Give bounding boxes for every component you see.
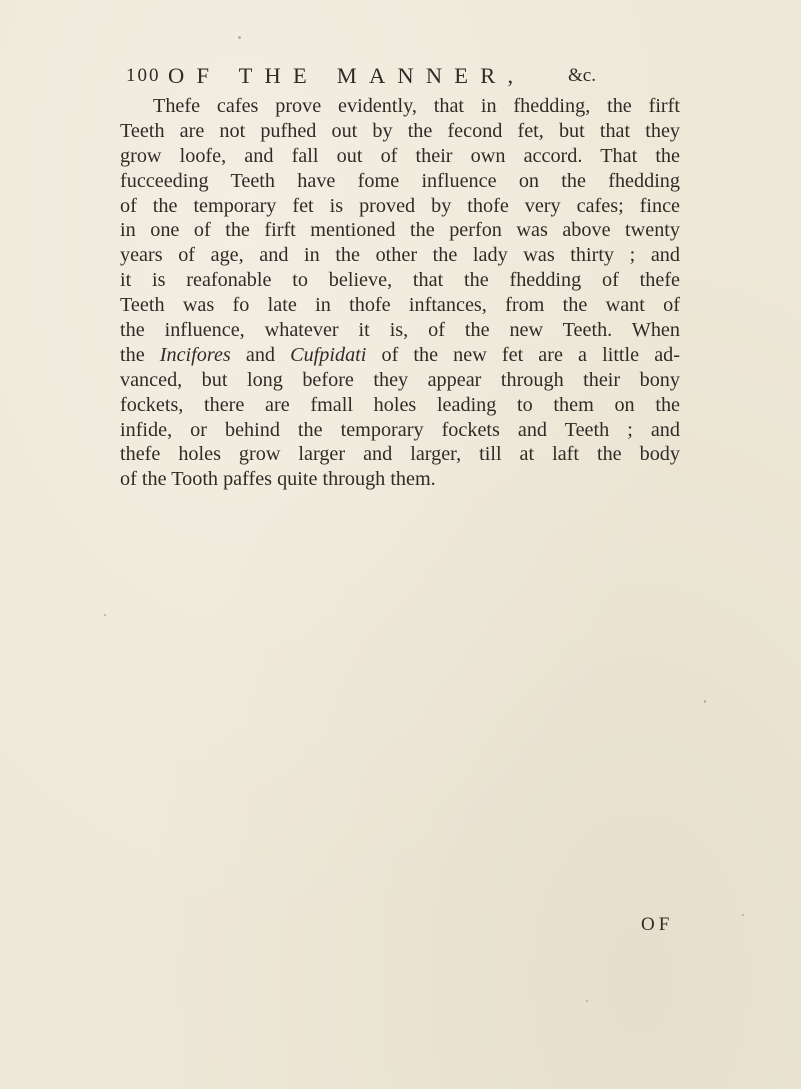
paper-speck [238,36,241,39]
italic-term-incifores: Incifores [159,343,231,366]
text-fragment: and [230,343,291,366]
text-line: of the temporary fet is proved by thofe very cafes; fince [120,194,680,217]
paper-speck [742,914,744,916]
text-line: Teeth was fo late in thofe inftances, from the want of [120,294,680,317]
text-line: of the Tooth paffes quite through them. [120,468,436,491]
text-line: the influence, whatever it is, of the new Teeth. When [120,319,680,342]
text-line: fockets, there are fmall holes leading to them on the [120,393,680,416]
body-paragraph [120,94,680,492]
running-head: OF THE MANNER, [168,63,526,88]
italic-term-cufpidati: Cufpidati [290,343,367,366]
paper-speck [104,614,106,616]
text-line: in one of the firft mentioned the perfon was above twenty [120,219,680,242]
text-line: fucceeding Teeth have fome influence on the fhedding [120,169,680,192]
text-line: years of age, and in the other the lady was thirty ; and [120,244,680,267]
paper-speck [704,700,706,703]
page-header [126,58,686,94]
page-number: 100 [126,65,161,86]
text-line: it is reafonable to believe, that the fhedding of thefe [120,269,680,292]
paper-speck [586,1000,588,1002]
running-head-etc: &c. [568,65,596,86]
text-fragment: the [120,343,160,366]
text-fragment: of the new fet are a little ad- [366,343,680,366]
text-line: infide, or behind the temporary fockets and Teeth ; and [120,418,680,441]
text-line: Thefe cafes prove evidently, that in fhedding, the firft [153,95,680,117]
text-line: vanced, but long before they appear through their bony [120,368,680,391]
text-line: thefe holes grow larger and larger, till at laft the body [120,443,680,466]
text-line: grow loofe, and fall out of their own accord. That the [120,144,680,167]
catchword: OF [641,914,674,935]
text-line: Teeth are not pufhed out by the fecond fet, but that they [120,119,680,142]
text-line-with-terms [120,343,680,368]
